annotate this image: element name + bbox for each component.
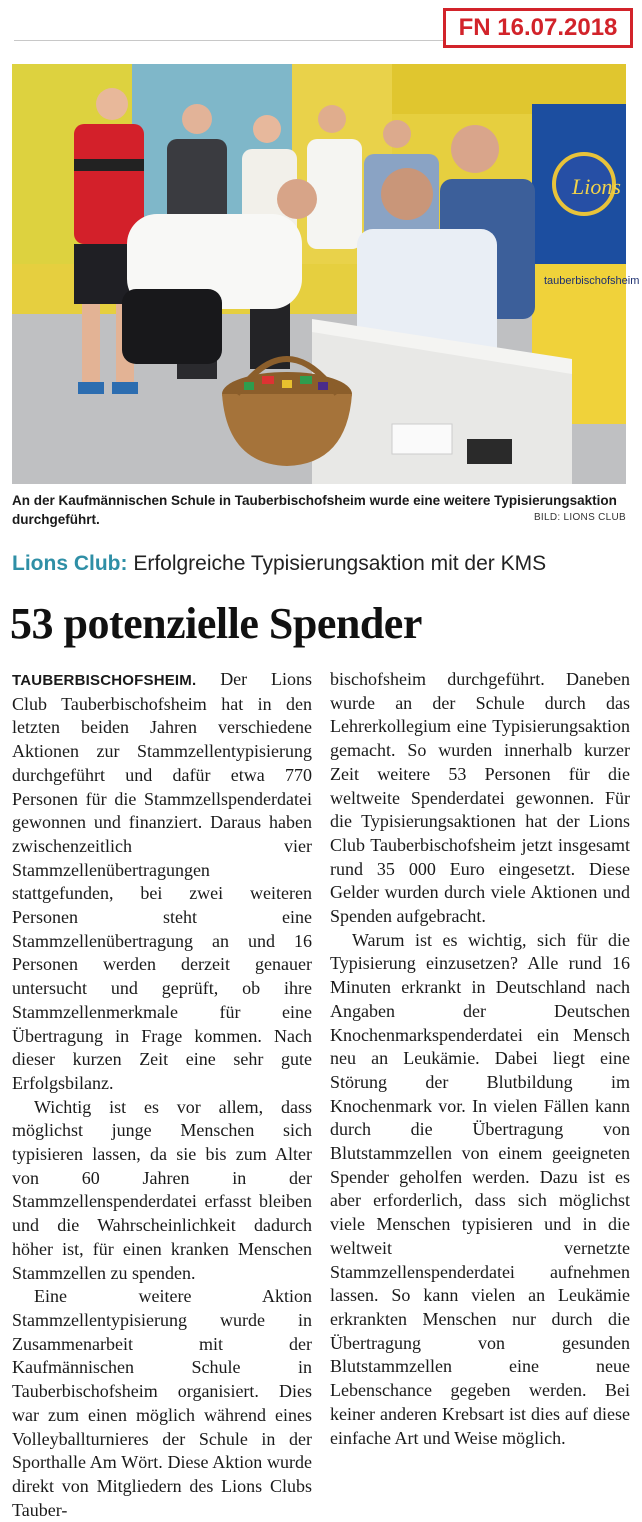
article-paragraph-2: Wichtig ist es vor allem, dass möglichst junge Menschen sich typisieren lassen, da sie bis zum Alter von 60 Jahren in der Stammzellenspenderdatei erfasst bleiben und die Wahrscheinlichkeit dadurch höher ist, für einen kranken Menschen Stammzellen zu spenden. [12, 1096, 312, 1283]
paragraph-1-text: Der Lions Club Tauberbischofsheim hat in den letzten beiden Jahren verschiedene Aktionen zur Stammzellentypisierung durchgeführt und dafür etwa 770 Personen für die Stammzellspenderdatei gewonnen und finanziert. Daraus haben zwischenzeitlich vier Stammzellenübertragungen stattgefunden, bei zwei weiteren Personen steht eine Stammzellenübertragung an und 16 Personen werden derzeit genauer untersucht und geprüft, ob ihre Stammzellenmerkmale für eine Übertragung in Frage kommen. Nach dieser kurzen Zeit eine sehr gute Erfolgsbilanz. [12, 669, 312, 1093]
kicker-label: Lions Club: [12, 552, 128, 575]
headline: 53 potenzielle Spender [10, 599, 422, 648]
kicker [12, 551, 546, 577]
article-paragraph-1 [12, 668, 312, 1096]
kicker-text: Erfolgreiche Typisierungsaktion mit der KMS [133, 552, 547, 575]
article-paragraph-3: Eine weitere Aktion Stammzellentypisierung wurde in Zusammenarbeit mit der Kaufmännischen Schule in Tauberbischofsheim organisiert. Dies war zum einen möglich während eines Volleyballturnieres der Schule in der Sporthalle Am Wört. Diese Aktion wurde direkt von Mitgliedern des Lions Clubs Tauber- [12, 1286, 312, 1520]
article-paragraph-4: Warum ist es wichtig, sich für die Typisierung einzusetzen? Alle rund 16 Minuten erkrankt in Deutschland nach Angaben der Deutschen Knochenmarkspenderdatei ein Mensch neu an Leukämie. Dabei liegt eine Störung der Blutbildung im Knochenmark vor. In vielen Fällen kann durch die Übertragung von Blutstammzellen von einem geeigneten Spender geholfen werden. Dazu ist es aber erforderlich, dass sich möglichst viele Menschen typisieren und in die weltweit vernetzte Stammzellenspenderdatei aufnehmen lassen. So kann vielen an Leukämie erkrankten Menschen nur durch die Übertragung von gesunden Blutstammzellen eine neue Lebenschance gegeben werden. Bei keiner anderen Krebsart ist dies auf diese einfache Art und Weise möglich. [330, 929, 630, 1448]
dateline: TAUBERBISCHOFSHEIM. [12, 672, 197, 689]
top-rule [14, 40, 444, 41]
article-column-right [330, 668, 630, 1450]
banner-lions-text: Lions [572, 174, 621, 199]
photo-credit: BILD: LIONS CLUB [533, 512, 626, 523]
banner-club-text: tauberbischofsheim [544, 275, 640, 287]
article-paragraph-3-continued: bischofsheim durchgeführt. Daneben wurde an der Schule durch das Lehrerkollegium eine Typisierungsaktion gemacht. So wurden innerhalb kurzer Zeit weitere 53 Personen für die weltweite Spenderdatei gewonnen. Für die Typisierungsaktionen hat der Lions Club Tauberbischofsheim jetzt insgesamt rund 35 000 Euro eingesetzt. Diese Gelder wurden durch viele Aktionen und Spenden aufgebracht. [330, 669, 630, 927]
article-column-left [12, 668, 312, 1522]
date-stamp: FN 16.07.2018 [443, 8, 633, 48]
article-photo [12, 64, 640, 484]
photo-caption: An der Kaufmännischen Schule in Tauberbischofsheim wurde eine weitere Typisierungsaktion durchgeführt. [12, 493, 617, 527]
